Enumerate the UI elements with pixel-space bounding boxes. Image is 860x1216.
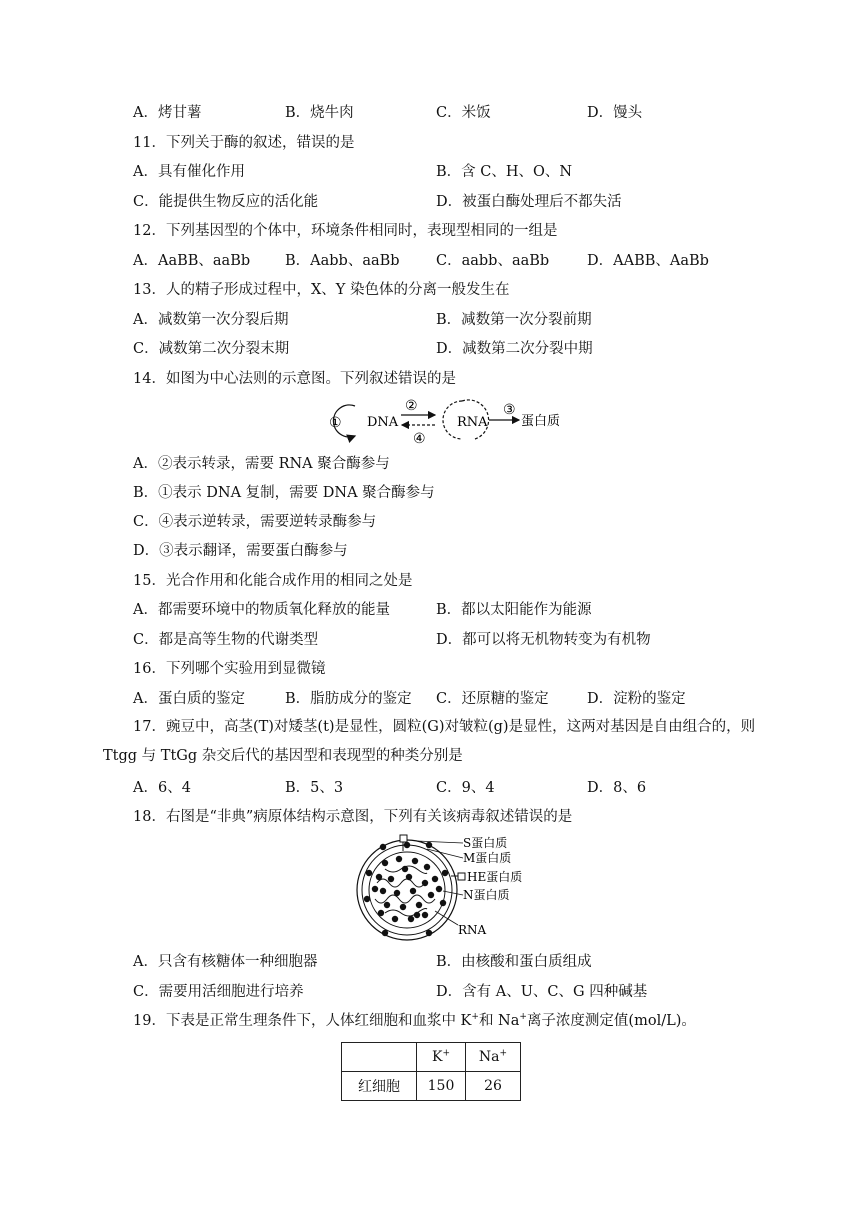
- q16-option-c: C．还原糖的鉴定: [436, 691, 549, 707]
- q16-stem: 16．下列哪个实验用到显微镜: [133, 661, 326, 677]
- table-header-row: [342, 1043, 521, 1072]
- virus-dot: [392, 916, 398, 922]
- q16-option-a: A．蛋白质的鉴定: [133, 691, 245, 707]
- q14-option-d: D．③表示翻译，需要蛋白酶参与: [133, 543, 348, 559]
- q11-option-a: A．具有催化作用: [133, 164, 245, 180]
- virus-dot: [432, 876, 438, 882]
- q15-option-d: D．都可以将无机物转变为有机物: [436, 632, 651, 648]
- q19-stem: 19．下表是正常生理条件下，人体红细胞和血浆中 K+和 Na+离子浓度测定值(mol/L)。: [133, 1012, 696, 1029]
- diagram-label-dna: DNA: [367, 415, 399, 430]
- virus-dot: [404, 842, 410, 848]
- virus-dot: [382, 930, 388, 936]
- virus-dot: [428, 892, 434, 898]
- virus-dot: [422, 912, 428, 918]
- q12-stem: 12．下列基因型的个体中，环境条件相同时，表现型相同的一组是: [133, 223, 558, 239]
- table-header-k: K+: [417, 1043, 466, 1072]
- q18-option-a: A．只含有核糖体一种细胞器: [133, 954, 318, 970]
- q17-option-b: B．5、3: [285, 780, 344, 796]
- sars-virus-diagram: [355, 833, 545, 943]
- q18-option-b: B．由核酸和蛋白质组成: [436, 954, 592, 970]
- label-he-protein: HE蛋白质: [467, 870, 523, 884]
- q15-option-a: A．都需要环境中的物质氧化释放的能量: [133, 602, 390, 618]
- q15-option-b: B．都以太阳能作为能源: [436, 602, 592, 618]
- virus-dot: [382, 860, 388, 866]
- table-cell-k: 150: [417, 1072, 466, 1101]
- diagram-label-rna: RNA: [457, 415, 488, 430]
- virus-dot: [426, 930, 432, 936]
- q11-stem: 11．下列关于酶的叙述，错误的是: [133, 135, 355, 151]
- q11-option-b: B．含 C、H、O、N: [436, 164, 573, 180]
- diagram-label-1: ①: [329, 415, 342, 431]
- q17-option-d: D．8、6: [587, 780, 647, 796]
- q17-option-c: C．9、4: [436, 780, 495, 796]
- central-dogma-diagram: [325, 393, 575, 449]
- virus-dot: [388, 876, 394, 882]
- label-m-protein: M蛋白质: [463, 851, 512, 865]
- virus-dot: [442, 870, 448, 876]
- virus-dot: [380, 844, 386, 850]
- q16-option-d: D．淀粉的鉴定: [587, 691, 686, 707]
- q13-option-c: C．减数第二次分裂末期: [133, 341, 290, 357]
- q14-option-c: C．④表示逆转录，需要逆转录酶参与: [133, 514, 377, 530]
- q15-stem: 15．光合作用和化能合成作用的相同之处是: [133, 573, 413, 589]
- virus-dot: [378, 910, 384, 916]
- q15-option-c: C．都是高等生物的代谢类型: [133, 632, 319, 648]
- q18-stem: 18．右图是“非典”病原体结构示意图，下列有关该病毒叙述错误的是: [133, 809, 573, 825]
- virus-dot: [366, 870, 372, 876]
- q10-option-b: B．烧牛肉: [285, 105, 354, 121]
- q13-stem: 13．人的精子形成过程中，X、Y 染色体的分离一般发生在: [133, 282, 510, 298]
- virus-dot: [408, 916, 414, 922]
- table-cell-na: 26: [466, 1072, 521, 1101]
- q12-option-b: B．Aabb、aaBb: [285, 253, 400, 269]
- virus-dot: [424, 864, 430, 870]
- virus-dot: [410, 888, 416, 894]
- q18-option-d: D．含有 A、U、C、G 四种碱基: [436, 984, 648, 1000]
- q17-option-a: A．6、4: [133, 780, 191, 796]
- table-header-blank: [342, 1043, 417, 1072]
- q11-option-c: C．能提供生物反应的活化能: [133, 194, 319, 210]
- table-header-na: Na+: [466, 1043, 521, 1072]
- label-rna: RNA: [458, 923, 487, 937]
- table-row: [342, 1072, 521, 1101]
- q14-stem: 14．如图为中心法则的示意图。下列叙述错误的是: [133, 371, 456, 387]
- diagram-label-4: ④: [413, 431, 426, 447]
- q12-option-c: C．aabb、aaBb: [436, 253, 550, 269]
- diagram-label-2: ②: [405, 398, 418, 414]
- virus-dot: [412, 858, 418, 864]
- virus-dot: [364, 896, 370, 902]
- virus-dot: [372, 886, 378, 892]
- virus-dot: [436, 886, 442, 892]
- q10-option-a: A．烤甘薯: [133, 105, 202, 121]
- virus-dot: [426, 842, 432, 848]
- virus-dot: [396, 856, 402, 862]
- ion-concentration-table: [341, 1042, 521, 1101]
- q16-option-b: B．脂肪成分的鉴定: [285, 691, 412, 707]
- diagram-label-3: ③: [503, 402, 516, 418]
- q17-stem: 17．豌豆中，高茎(T)对矮茎(t)是显性，圆粒(G)对皱粒(g)是显性，这两对基因是自由组合的，则 Ttgg 与 TtGg 杂交后代的基因型和表现型的种类分别是: [103, 719, 756, 764]
- label-n-protein: N蛋白质: [463, 888, 510, 902]
- q11-option-d: D．被蛋白酶处理后不都失活: [436, 194, 622, 210]
- table-row-label: 红细胞: [342, 1072, 417, 1101]
- virus-dot: [384, 902, 390, 908]
- q13-option-b: B．减数第一次分裂前期: [436, 312, 592, 328]
- q13-option-a: A．减数第一次分裂后期: [133, 312, 289, 328]
- label-s-protein: S蛋白质: [463, 836, 508, 850]
- q14-option-a: A．②表示转录，需要 RNA 聚合酶参与: [133, 456, 390, 472]
- virus-dot: [440, 900, 446, 906]
- q13-option-d: D．减数第二次分裂中期: [436, 341, 593, 357]
- q10-option-d: D．馒头: [587, 105, 643, 121]
- q12-option-a: A．AaBB、aaBb: [133, 253, 251, 269]
- virus-dot: [416, 902, 422, 908]
- diagram-label-protein: 蛋白质: [521, 414, 561, 429]
- q18-option-c: C．需要用活细胞进行培养: [133, 984, 304, 1000]
- virus-dot: [380, 888, 386, 894]
- q10-option-c: C．米饭: [436, 105, 491, 121]
- virus-dot: [400, 904, 406, 910]
- q12-option-d: D．AABB、AaBb: [587, 253, 709, 269]
- q14-option-b: B．①表示 DNA 复制，需要 DNA 聚合酶参与: [133, 485, 435, 501]
